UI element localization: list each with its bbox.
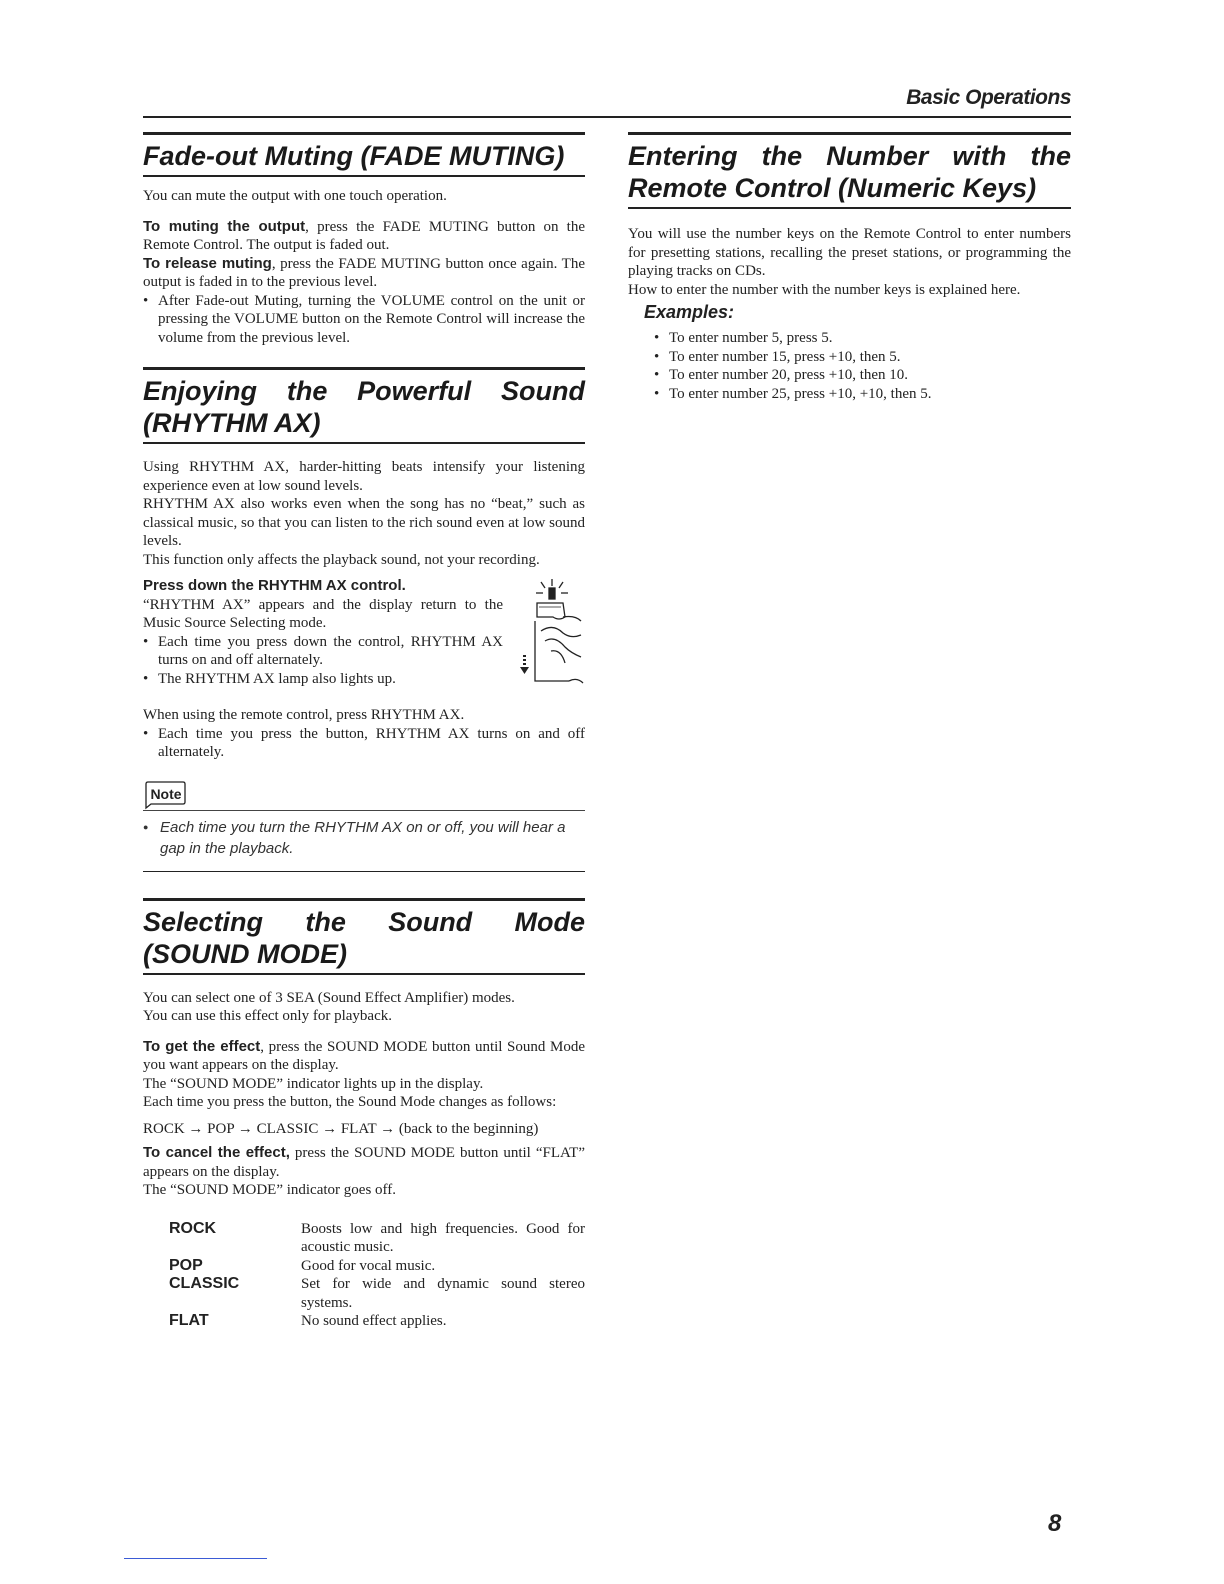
fade-muting-lead: To muting the output [143, 217, 306, 235]
mode-desc: Set for wide and dynamic sound stereo systems. [301, 1276, 585, 1311]
header-title: Basic Operations [906, 86, 1071, 109]
mode-name: FLAT [169, 1312, 209, 1329]
sound-mode-title: Selecting the Sound Mode (SOUND MODE) [143, 898, 585, 975]
mode-desc: Boosts low and high frequencies. Good for acoustic music. [301, 1220, 585, 1255]
sound-get-lead: To get the effect [143, 1037, 261, 1055]
mode-name: CLASSIC [169, 1275, 240, 1292]
sound-get-paragraph [143, 1038, 585, 1075]
fade-muting-paragraph [143, 218, 585, 255]
sound-intro-1: You can select one of 3 SEA (Sound Effect Amplifier) modes. [143, 989, 515, 1006]
mode-name: POP [169, 1256, 203, 1274]
numeric-keys-title: Entering the Number with the Remote Control (Numeric Keys) [628, 132, 1071, 209]
sound-cancel-text: press the SOUND MODE button until “FLAT” appears on the display. [143, 1145, 586, 1180]
rhythm-press-lead: Press down the RHYTHM AX control. [143, 577, 406, 594]
mode-desc: No sound effect applies. [301, 1313, 447, 1329]
page-header [143, 84, 1071, 118]
rhythm-p1: Using RHYTHM AX, harder-hitting beats intensify your listening experience even at low sound levels. [143, 459, 585, 494]
note-label: Note [150, 785, 182, 802]
fade-release-text: , press the FADE MUTING button once again. The output is faded in to the previous level. [143, 255, 585, 290]
numeric-keys-section [628, 132, 1071, 403]
numeric-how: How to enter the number with the number keys is explained here. [628, 281, 1021, 298]
sound-intro-2: You can use this effect only for playback. [143, 1008, 392, 1024]
example-item: • To enter number 25, press +10, +10, then 5. [654, 385, 1071, 404]
sound-sequence: ROCK → POP → CLASSIC → FLAT → (back to the beginning) [143, 1120, 539, 1137]
right-column [628, 132, 1071, 403]
mode-row-flat [169, 1312, 585, 1331]
sound-indicator-on: The “SOUND MODE” indicator lights up in the display. [143, 1075, 484, 1092]
fade-release-lead: To release muting [143, 254, 272, 272]
rhythm-press-block [143, 577, 585, 688]
rhythm-ax-section [143, 367, 585, 872]
example-item: • To enter number 5, press 5. [654, 329, 1071, 348]
left-column [143, 132, 585, 1331]
fade-muting-title: Fade-out Muting (FADE MUTING) [143, 132, 585, 177]
footer-line [124, 1558, 267, 1559]
mode-name: ROCK [169, 1219, 217, 1237]
fade-muting-text: , press the FADE MUTING button on the Remote Control. The output is faded out. [143, 218, 585, 253]
rhythm-p3: This function only affects the playback sound, not your recording. [143, 551, 540, 568]
rhythm-bullet-1: • Each time you press down the control, RHYTHM AX turns on and off alternately. [143, 633, 503, 670]
sound-modes-table [169, 1220, 585, 1331]
rhythm-remote-text: When using the remote control, press RHYTHM AX. [143, 707, 465, 723]
rhythm-p2: RHYTHM AX also works even when the song has no “beat,” such as classical music, so that you can listen to the rich sound even at low sound levels. [143, 496, 585, 549]
sound-get-text: , press the SOUND MODE button until Sound Mode you want appears on the display. [143, 1038, 585, 1073]
note-text: ● Each time you turn the RHYTHM AX on or off, you will hear a gap in the playback. [143, 817, 585, 859]
example-item: • To enter number 15, press +10, then 5. [654, 348, 1071, 367]
example-item: • To enter number 20, press +10, then 10. [654, 366, 1071, 385]
sound-indicator-off: The “SOUND MODE” indicator goes off. [143, 1182, 397, 1198]
mode-row-pop [169, 1257, 585, 1276]
sound-mode-section [143, 898, 585, 1331]
sound-cancel-lead: To cancel the effect, [143, 1144, 290, 1161]
mode-row-classic [169, 1275, 585, 1312]
rhythm-press-text: “RHYTHM AX” appears and the display return to the Music Source Selecting mode. [143, 596, 503, 631]
note-header [143, 780, 585, 811]
mode-row-rock [169, 1220, 585, 1257]
numeric-intro: You will use the number keys on the Remote Control to enter numbers for presetting stations, recalling the preset stations, or programming the playing tracks on CDs. [628, 226, 1071, 279]
rhythm-bullet-2: • The RHYTHM AX lamp also lights up. [143, 670, 503, 689]
fade-muting-section [143, 132, 585, 347]
fade-intro: You can mute the output with one touch operation. [143, 188, 447, 204]
rhythm-ax-title: Enjoying the Powerful Sound (RHYTHM AX) [143, 367, 585, 444]
rhythm-bullet-3: • Each time you press the button, RHYTHM AX turns on and off alternately. [143, 725, 585, 762]
examples-heading: Examples: [644, 302, 735, 322]
note-icon [143, 780, 189, 810]
sound-cancel-paragraph [143, 1144, 585, 1181]
page-number: 8 [1048, 1510, 1062, 1537]
fade-bullet: • After Fade-out Muting, turning the VOLUME control on the unit or pressing the VOLUME button on the Remote Control will increase the volume from the previous level. [143, 292, 585, 348]
fade-release-paragraph [143, 255, 585, 292]
mode-desc: Good for vocal music. [301, 1257, 436, 1274]
note-box [143, 780, 585, 872]
sound-changes: Each time you press the button, the Sound Mode changes as follows: [143, 1094, 557, 1110]
rhythm-ax-knob-illustration [519, 577, 585, 689]
